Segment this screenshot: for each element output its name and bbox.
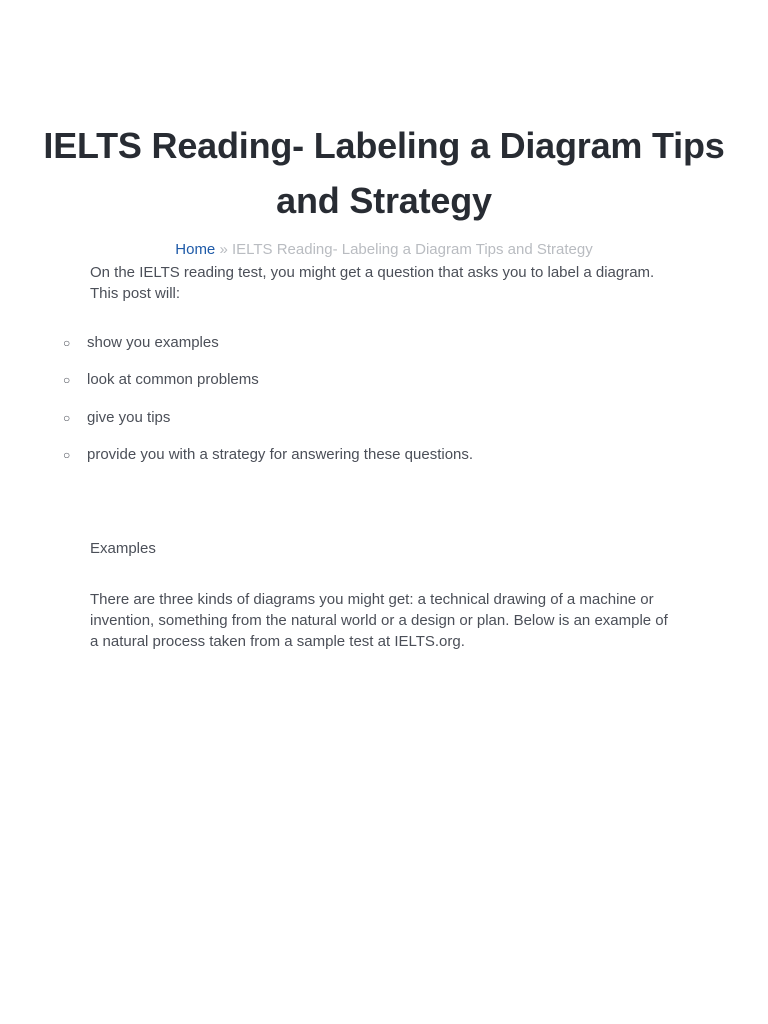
list-item-text: provide you with a strategy for answering these questions. <box>87 446 474 464</box>
list-item <box>0 445 768 482</box>
list-item-text: show you examples <box>87 334 219 351</box>
list-item-text: look at common problems <box>87 371 259 389</box>
intro-paragraph: On the IELTS reading test, you might get a question that asks you to label a diagram. This post will: <box>90 264 655 302</box>
list-item <box>0 370 768 407</box>
breadcrumb-home-link[interactable]: Home <box>175 241 216 258</box>
bullet-list <box>0 333 768 483</box>
circle-bullet-icon: ○ <box>63 448 71 463</box>
circle-bullet-icon: ○ <box>63 410 71 425</box>
examples-paragraph: There are three kinds of diagrams you might get: a technical drawing of a machine or invention, something from the natural world or a design or plan. Below is an example of a natural process taken from a sample test at IELTS.org. <box>90 591 668 650</box>
breadcrumb-current: IELTS Reading- Labeling a Diagram Tips and Strategy <box>231 241 593 258</box>
circle-bullet-icon: ○ <box>63 373 71 388</box>
examples-heading: Examples <box>90 540 156 557</box>
page-title: IELTS Reading- Labeling a Diagram Tips and Strategy <box>43 125 725 221</box>
list-item <box>0 333 768 370</box>
list-item <box>0 408 768 445</box>
list-item-text: give you tips <box>87 408 171 426</box>
circle-bullet-icon: ○ <box>63 336 71 350</box>
breadcrumb-separator: » <box>219 241 228 258</box>
breadcrumb <box>0 240 768 260</box>
